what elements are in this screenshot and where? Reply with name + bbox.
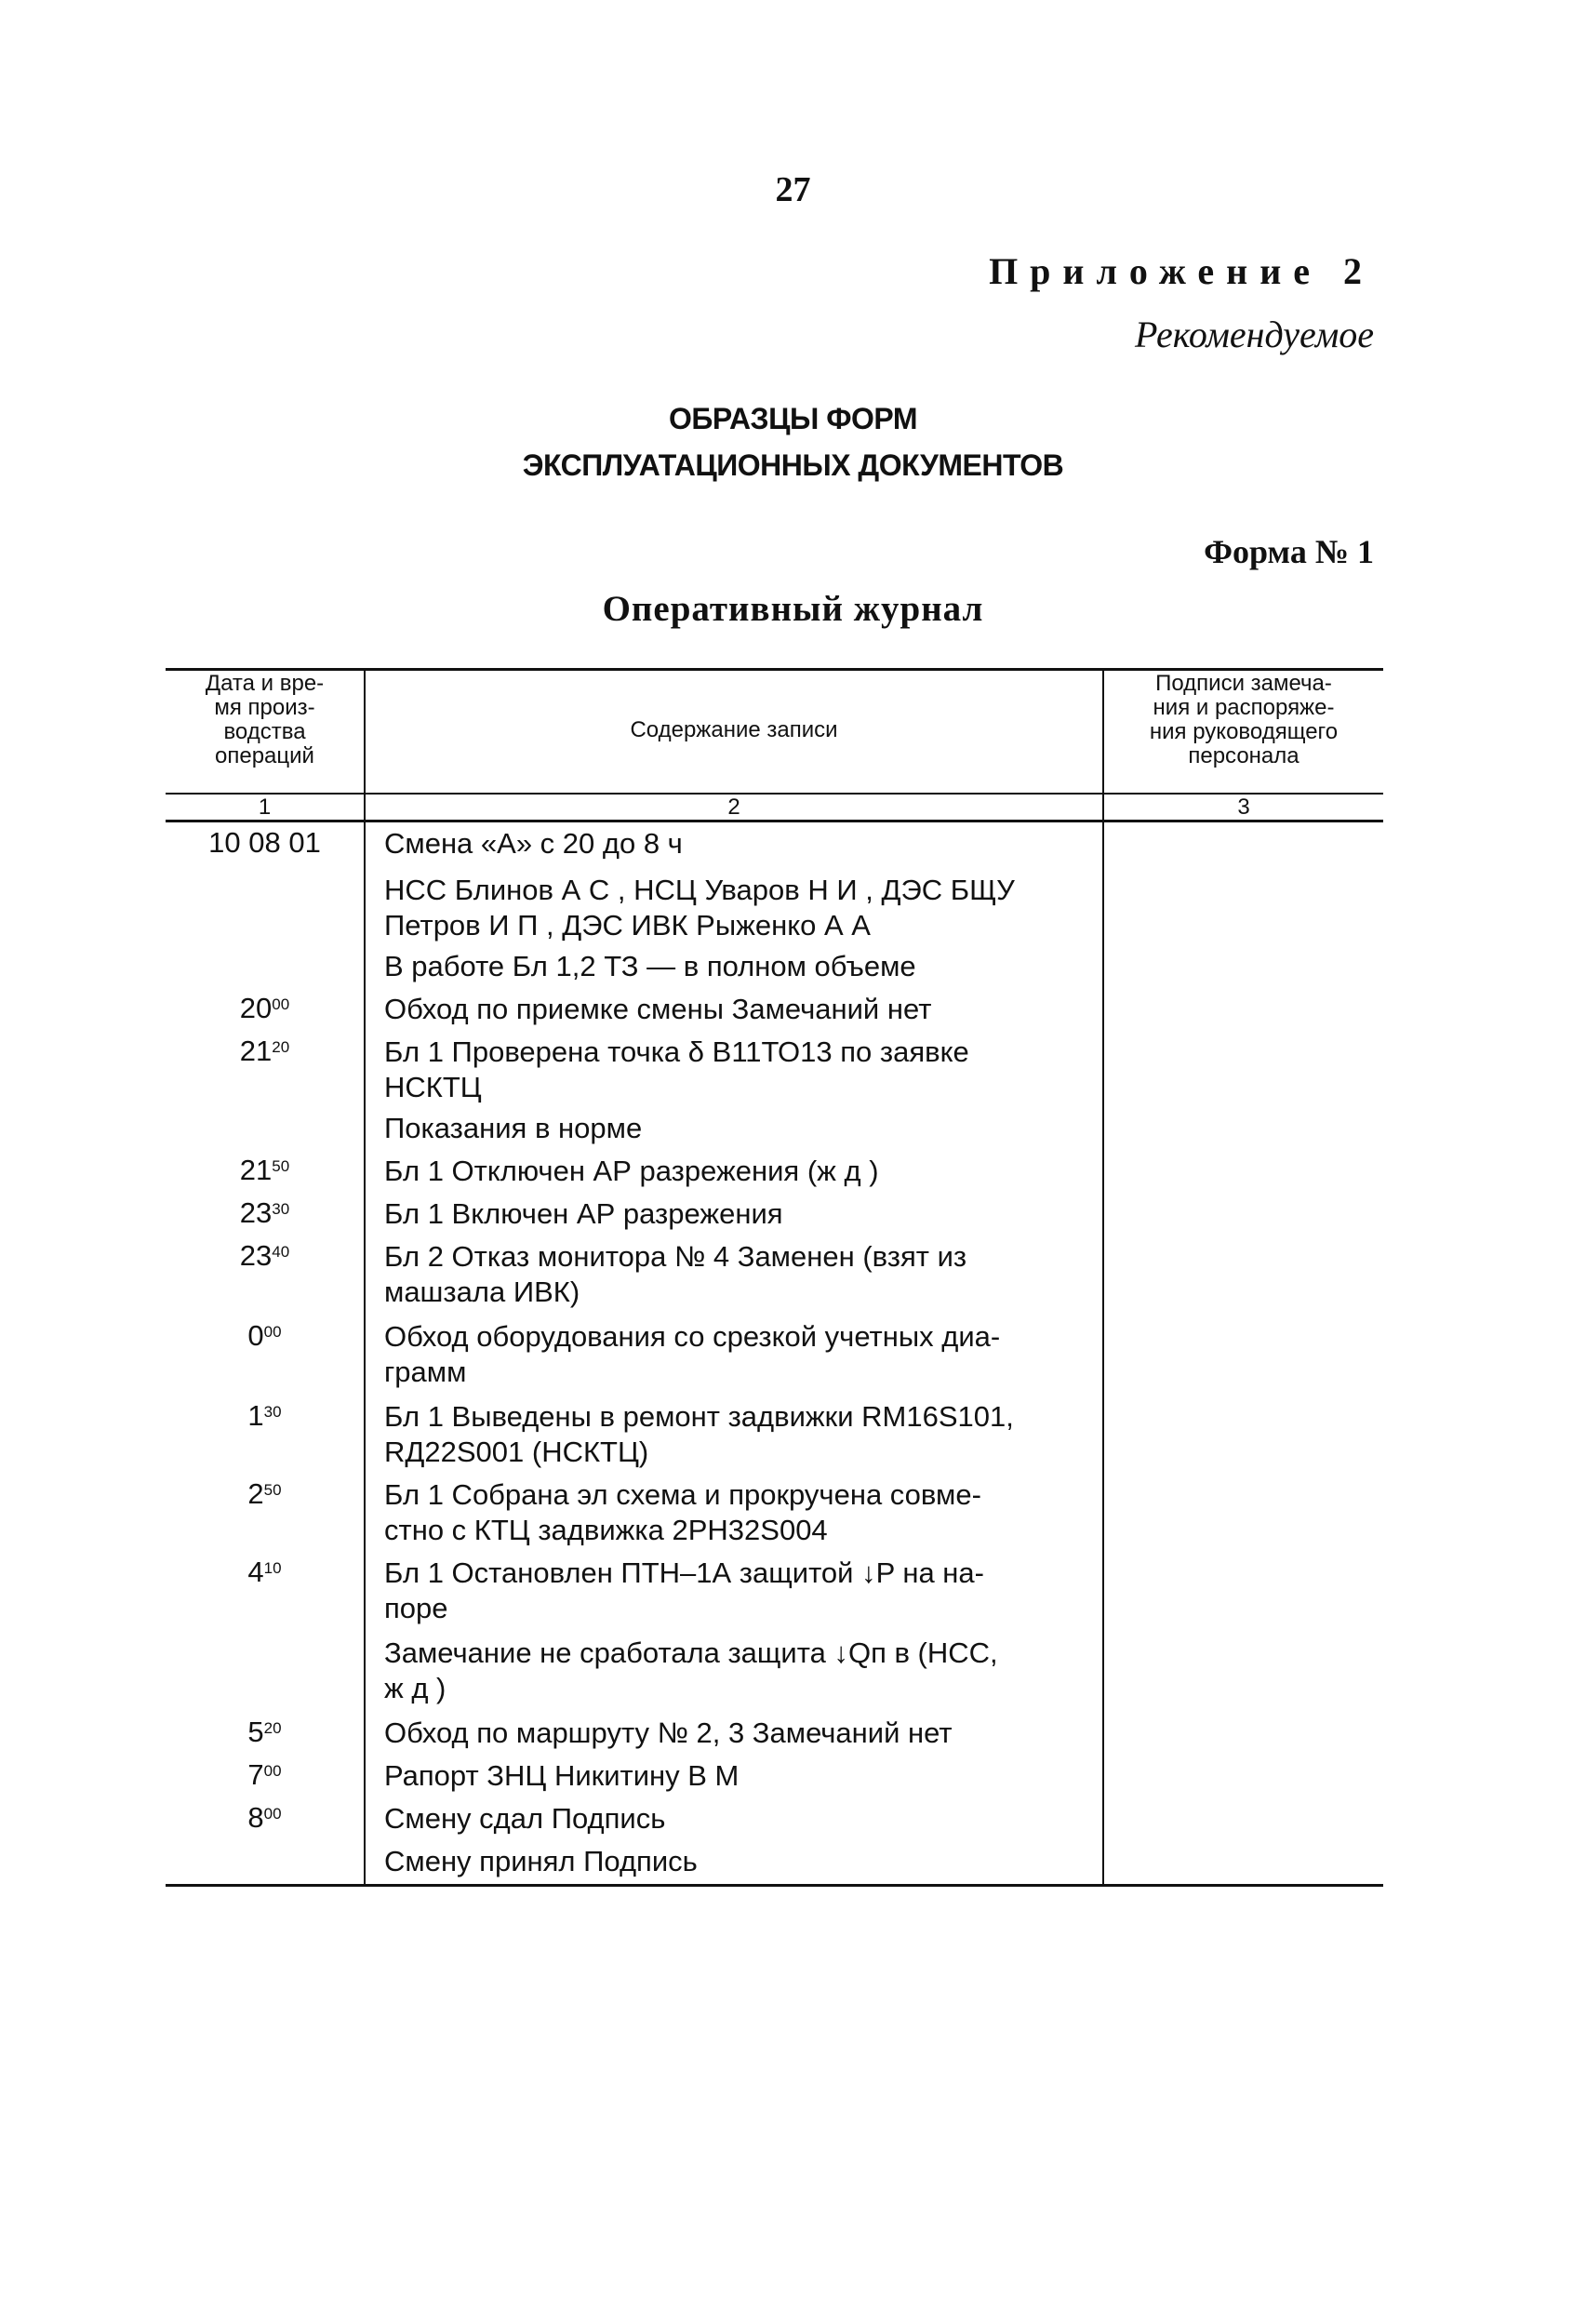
row-entry: Смену принял Подпись	[384, 1845, 698, 1877]
appendix-status: Рекомендуемое	[1134, 314, 1374, 355]
row-entry: Бл 1 Собрана эл схема и прокручена совме- стно с КТЦ задвижка 2PH32S004	[384, 1478, 981, 1546]
row-time	[166, 1758, 364, 1792]
time-minutes: 00	[263, 1805, 282, 1823]
time-hours: 1	[247, 1399, 264, 1432]
row-entry: Бл 1 Отключен АР разрежения (ж д )	[384, 1155, 879, 1187]
row-time	[166, 1399, 364, 1433]
row-time	[166, 1716, 364, 1749]
time-hours: 2	[247, 1477, 264, 1510]
time-minutes: 30	[263, 1403, 282, 1421]
row-time	[166, 1196, 364, 1230]
table-bottom-rule	[166, 1884, 1383, 1887]
time-minutes: 50	[272, 1157, 290, 1175]
form-number: Форма № 1	[1204, 533, 1374, 570]
column-number-2: 2	[727, 795, 740, 820]
row-entry: Обход по маршруту № 2, 3 Замечаний нет	[384, 1716, 953, 1749]
row-time	[166, 1035, 364, 1068]
time-minutes: 20	[263, 1719, 282, 1737]
time-value: 10 08 01	[208, 826, 321, 859]
header-entry-content: Содержание записи	[630, 717, 838, 742]
row-time	[166, 1319, 364, 1353]
journal-title: Оперативный журнал	[602, 589, 984, 629]
row-entry: Замечание не сработала защита ↓Qп в (НСС, ж д )	[384, 1636, 998, 1704]
time-hours: 20	[239, 992, 273, 1024]
column-number-1: 1	[258, 795, 272, 820]
time-minutes: 40	[272, 1243, 290, 1261]
time-hours: 8	[247, 1801, 264, 1834]
time-hours: 7	[247, 1758, 264, 1791]
column-number-3: 3	[1237, 795, 1250, 820]
time-minutes: 50	[263, 1481, 282, 1499]
operational-journal-table	[166, 668, 1383, 1887]
column-divider-2	[1102, 668, 1104, 1887]
row-time	[166, 1556, 364, 1589]
time-hours: 4	[247, 1556, 264, 1588]
document-title-line-1: ОБРАЗЦЫ ФОРМ	[669, 402, 917, 435]
header-bottom-rule	[166, 793, 1383, 795]
row-time	[166, 1477, 364, 1511]
header-signatures: Подписи замеча- ния и распоряже- ния руководящего персонала	[1149, 671, 1339, 768]
row-entry: Бл 1 Остановлен ПТН–1А защитой ↓P на на- поре	[384, 1556, 984, 1624]
row-entry: Показания в норме	[384, 1112, 643, 1144]
time-minutes: 00	[263, 1762, 282, 1780]
column-divider-1	[364, 668, 366, 1887]
row-entry: Бл 1 Выведены в ремонт задвижки RM16S101, RД22S001 (НСКТЦ)	[384, 1400, 1014, 1468]
row-entry: В работе Бл 1,2 ТЗ — в полном объеме	[384, 950, 916, 982]
time-minutes: 10	[263, 1559, 282, 1577]
row-entry: Бл 2 Отказ монитора № 4 Заменен (взят из машзала ИВК)	[384, 1240, 967, 1308]
row-entry: Обход оборудования со срезкой учетных диа- грамм	[384, 1320, 1001, 1388]
time-hours: 5	[247, 1716, 264, 1748]
row-time	[166, 1239, 364, 1273]
time-hours: 21	[239, 1035, 273, 1067]
row-entry: Рапорт ЗНЦ Никитину В М	[384, 1759, 740, 1792]
time-minutes: 00	[263, 1323, 282, 1341]
row-entry: Обход по приемке смены Замечаний нет	[384, 993, 932, 1025]
document-title	[0, 395, 1586, 488]
row-entry: Бл 1 Включен АР разрежения	[384, 1197, 783, 1230]
header-date-time: Дата и вре- мя произ- водства операций	[205, 671, 325, 768]
time-minutes: 00	[272, 995, 290, 1013]
page-number: 27	[775, 170, 811, 209]
time-minutes: 20	[272, 1038, 290, 1056]
row-entry: НСС Блинов А С , НСЦ Уваров Н И , ДЭС БЩУ Петров И П , ДЭС ИВК Рыженко А А	[384, 874, 1015, 942]
time-hours: 23	[239, 1196, 273, 1229]
row-entry: Смена «А» с 20 до 8 ч	[384, 827, 683, 860]
time-hours: 0	[247, 1319, 264, 1352]
row-time	[166, 992, 364, 1025]
row-time	[166, 1154, 364, 1187]
time-minutes: 30	[272, 1200, 290, 1218]
document-title-line-2: ЭКСПЛУАТАЦИОННЫХ ДОКУМЕНТОВ	[522, 448, 1064, 482]
time-hours: 23	[239, 1239, 273, 1272]
row-entry: Смену сдал Подпись	[384, 1802, 666, 1835]
appendix-label: Приложение 2	[989, 250, 1374, 292]
row-time	[166, 826, 364, 860]
time-hours: 21	[239, 1154, 273, 1186]
column-numbers-rule	[166, 820, 1383, 822]
row-time	[166, 1801, 364, 1835]
row-entry: Бл 1 Проверена точка δ В11ТО13 по заявке НСКТЦ	[384, 1035, 969, 1103]
